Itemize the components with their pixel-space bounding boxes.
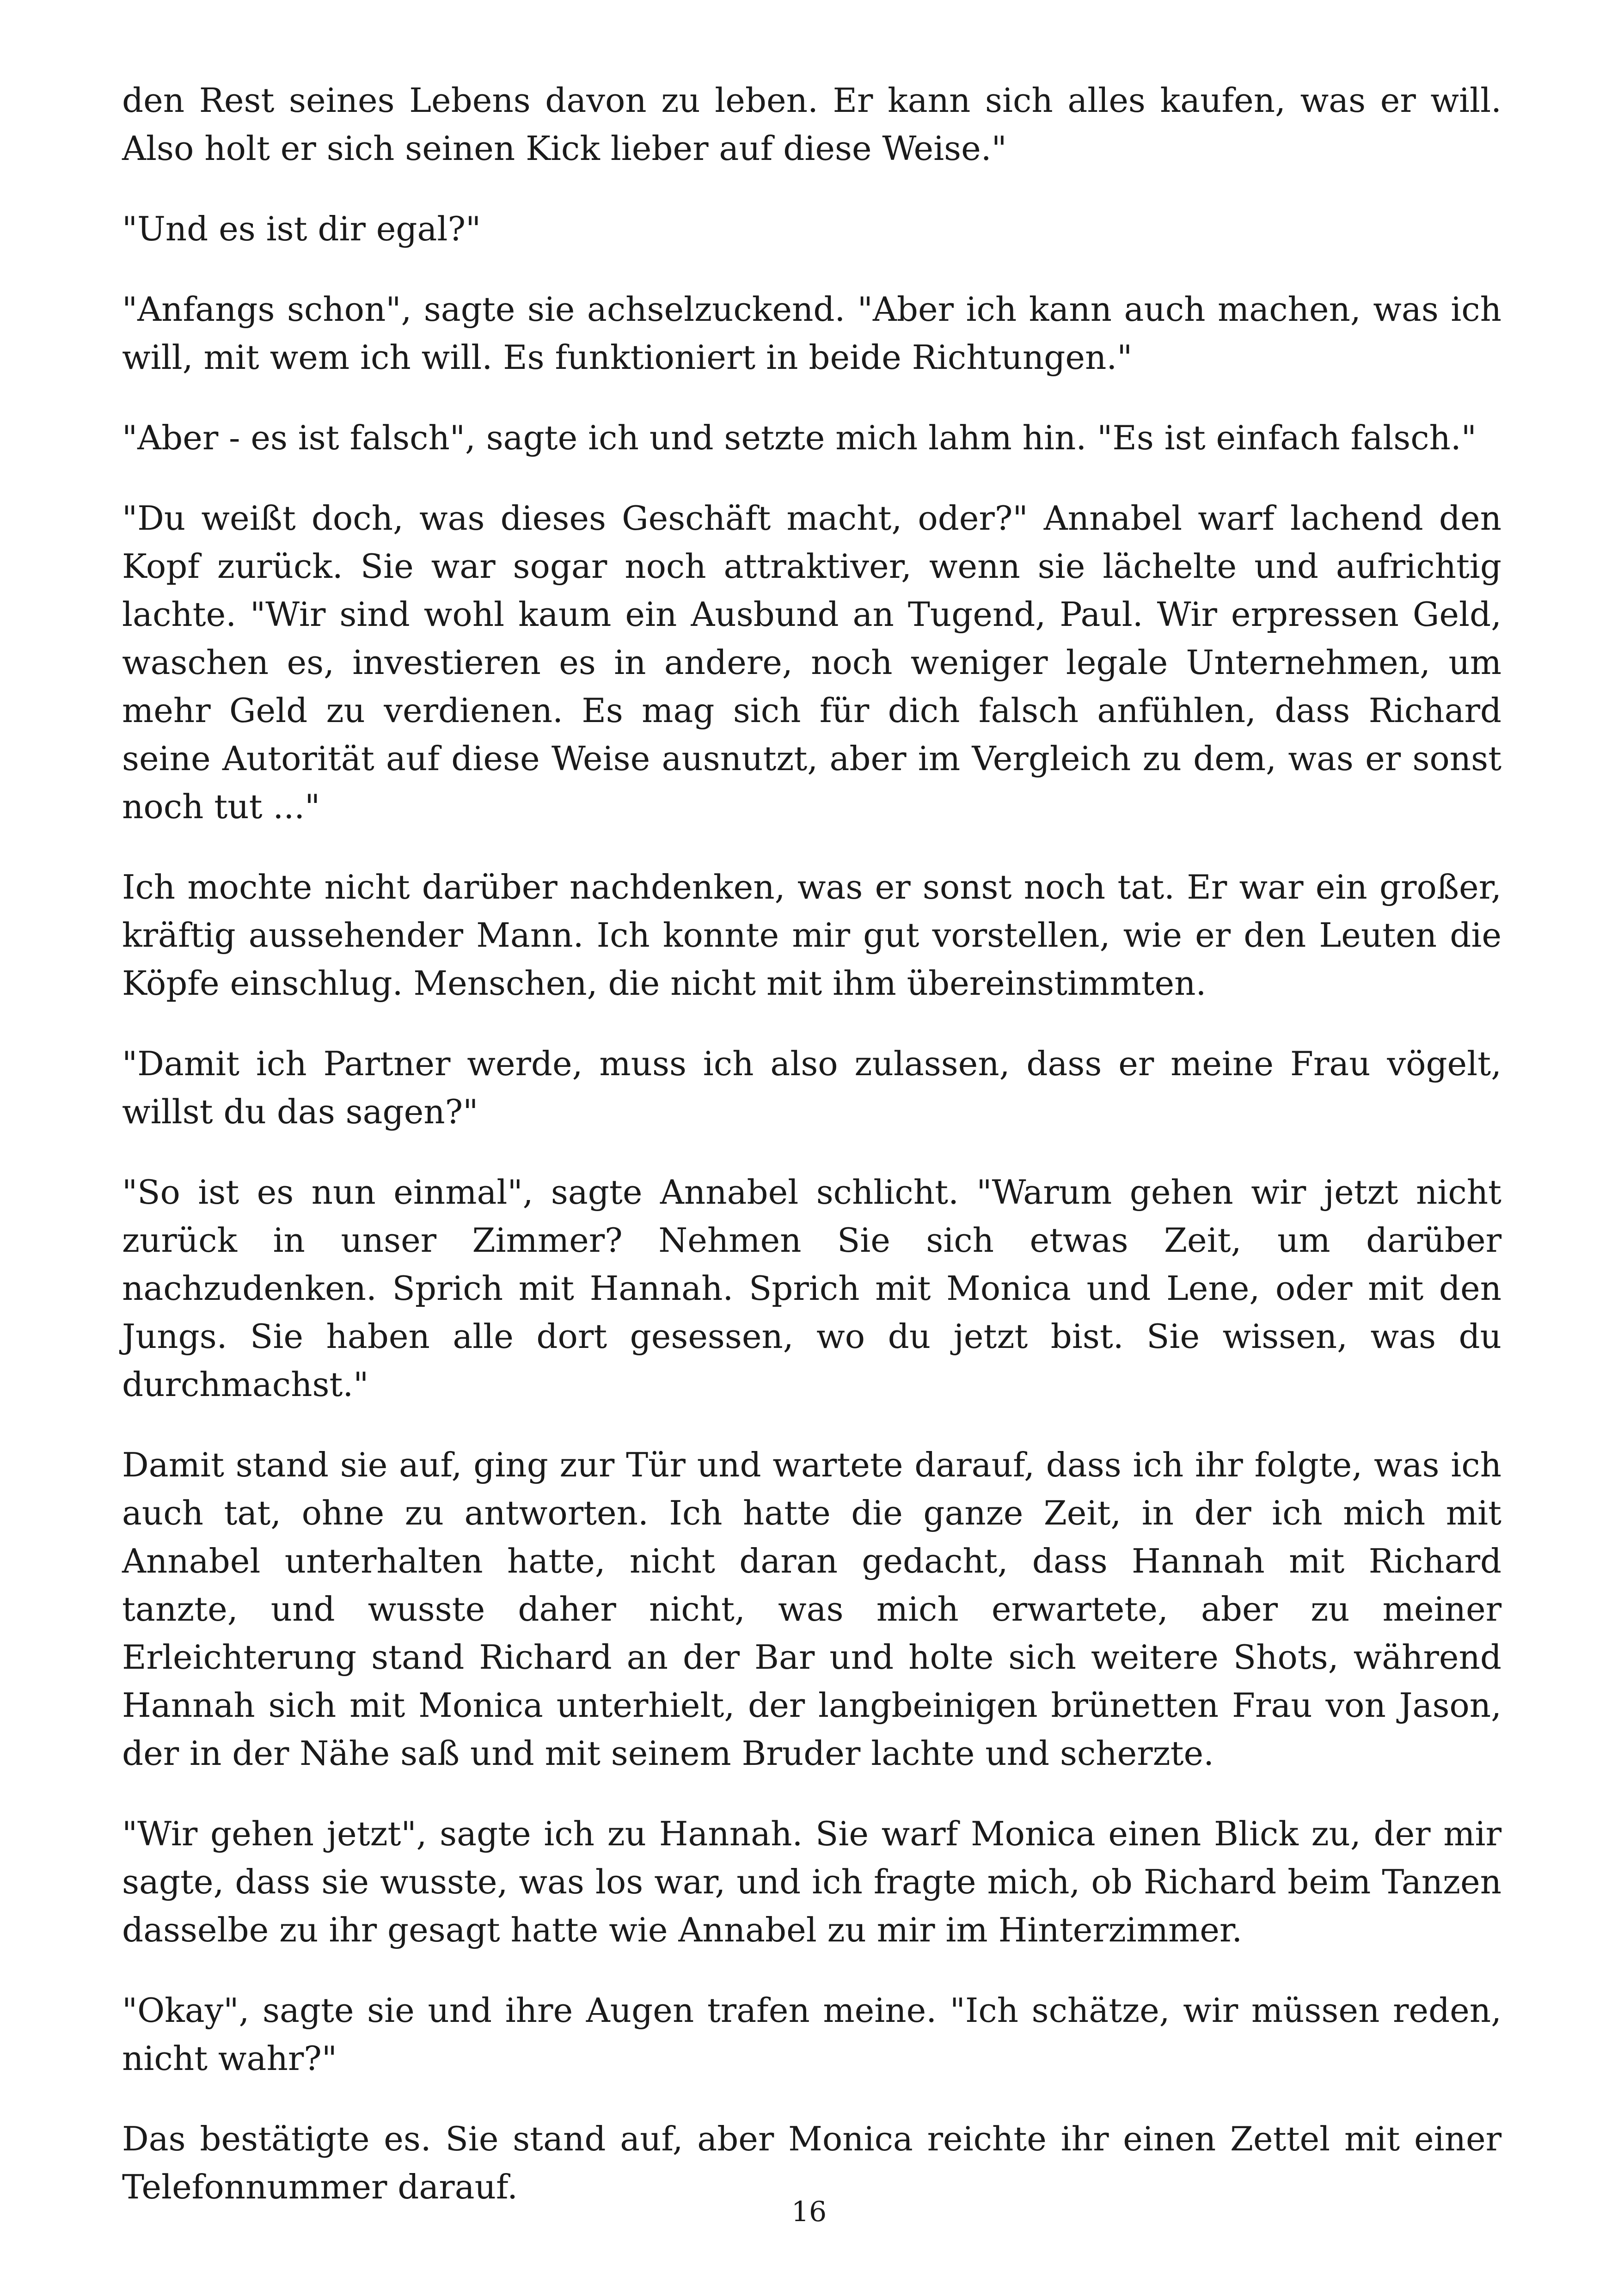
page-body (122, 76, 1502, 2243)
paragraph: "Aber - es ist falsch", sagte ich und setzte mich lahm hin. "Es ist einfach falsch." (122, 418, 1477, 457)
page-number: 16 (791, 2196, 827, 2228)
paragraph: den Rest seines Lebens davon zu leben. Er kann sich alles kaufen, was er will. Also holt er sich seinen Kick lieber auf diese Weise." (122, 81, 1502, 168)
paragraph: "Anfangs schon", sagte sie achselzuckend. "Aber ich kann auch machen, was ich will, mit wem ich will. Es funktioniert in beide Richtungen." (122, 290, 1502, 377)
paragraph: "Du weißt doch, was dieses Geschäft macht, oder?" Annabel warf lachend den Kopf zurück. Sie war sogar noch attraktiver, wenn sie lächelte und aufrichtig lachte. "Wir sind wohl kaum ein Ausbund an Tugend, Paul. Wir erpressen Geld, waschen es, investieren es in andere, noch weniger legale Unternehmen, um mehr Geld zu verdienen. Es mag sich für dich falsch anfühlen, dass Richard seine Autorität auf diese Weise ausnutzt, aber im Vergleich zu dem, was er sonst noch tut ..." (122, 499, 1502, 826)
paragraph: Ich mochte nicht darüber nachdenken, was er sonst noch tat. Er war ein großer, kräftig aussehender Mann. Ich konnte mir gut vorstellen, wie er den Leuten die Köpfe einschlug. Menschen, die nicht mit ihm übereinstimmten. (122, 868, 1502, 1003)
paragraph: "Okay", sagte sie und ihre Augen trafen meine. "Ich schätze, wir müssen reden, nicht wahr?" (122, 1991, 1502, 2078)
paragraph: Das bestätigte es. Sie stand auf, aber Monica reichte ihr einen Zettel mit einer Telefonnummer darauf. (122, 2119, 1502, 2206)
paragraph: "So ist es nun einmal", sagte Annabel schlicht. "Warum gehen wir jetzt nicht zurück in unser Zimmer? Nehmen Sie sich etwas Zeit, um darüber nachzudenken. Sprich mit Hannah. Sprich mit Monica und Lene, oder mit den Jungs. Sie haben alle dort gesessen, wo du jetzt bist. Sie wissen, was du durchmachst." (122, 1173, 1502, 1404)
paragraph: Damit stand sie auf, ging zur Tür und wartete darauf, dass ich ihr folgte, was ich auch tat, ohne zu antworten. Ich hatte die ganze Zeit, in der ich mich mit Annabel unterhalten hatte, nicht daran gedacht, dass Hannah mit Richard tanzte, und wusste daher nicht, was mich erwartete, aber zu meiner Erleichterung stand Richard an der Bar und holte sich weitere Shots, während Hannah sich mit Monica unterhielt, der langbeinigen brünetten Frau von Jason, der in der Nähe saß und mit seinem Bruder lachte und scherzte. (122, 1445, 1502, 1773)
paragraph: "Damit ich Partner werde, muss ich also zulassen, dass er meine Frau vögelt, willst du das sagen?" (122, 1044, 1502, 1131)
paragraph: "Wir gehen jetzt", sagte ich zu Hannah. Sie warf Monica einen Blick zu, der mir sagte, dass sie wusste, was los war, und ich fragte mich, ob Richard beim Tanzen dasselbe zu ihr gesagt hatte wie Annabel zu mir im Hinterzimmer. (122, 1814, 1502, 1949)
paragraph: "Und es ist dir egal?" (122, 209, 481, 248)
